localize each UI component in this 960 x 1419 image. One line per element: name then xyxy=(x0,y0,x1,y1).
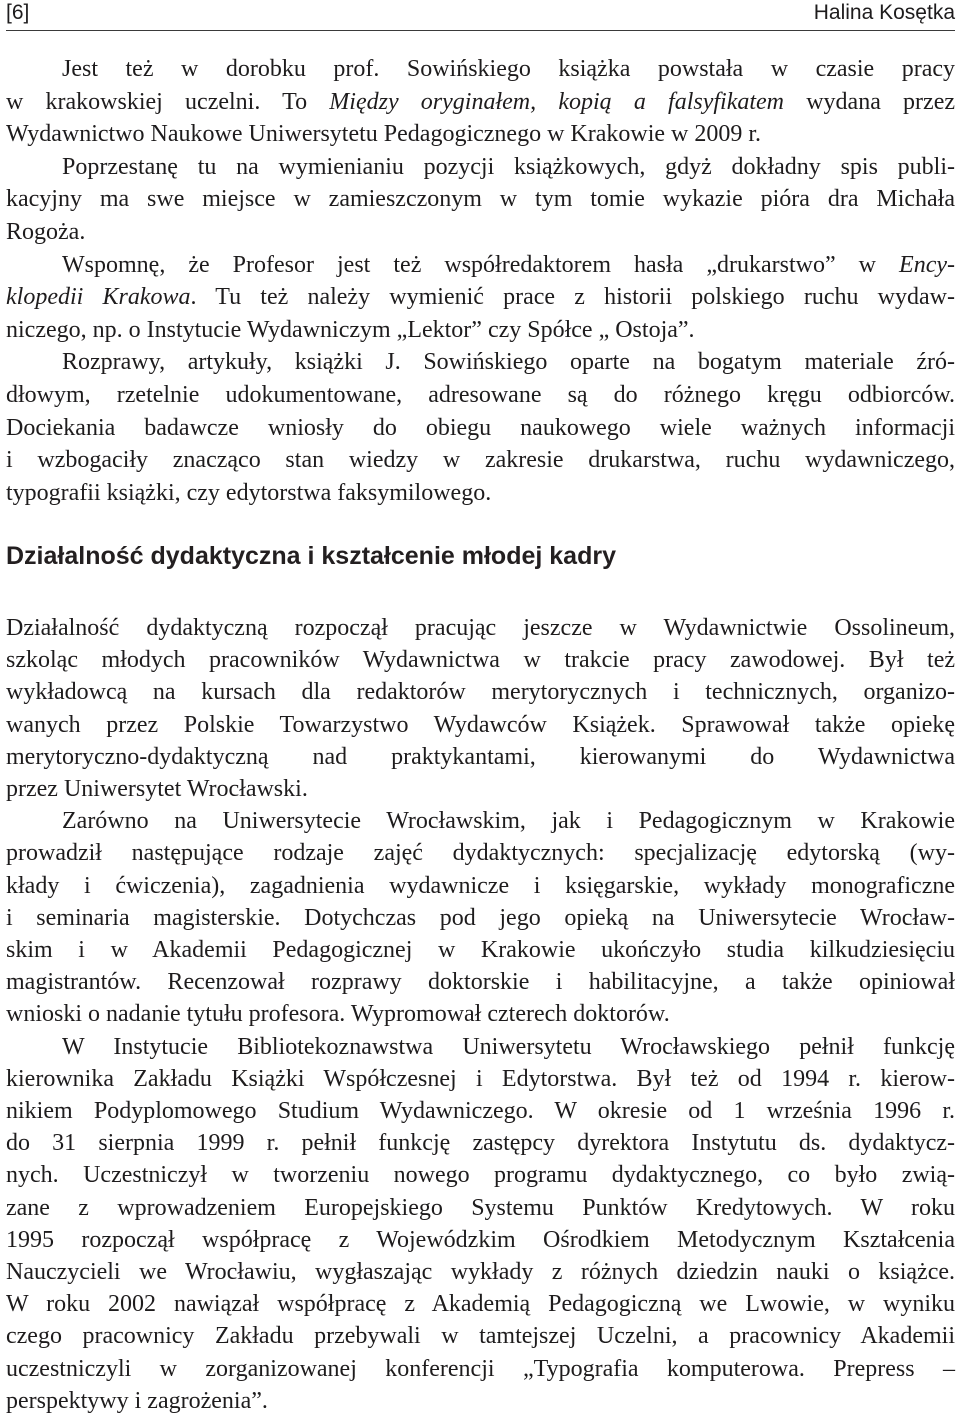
text-line: nikiem Podyplomowego Studium Wydawniczego. W okresie od 1 września 1996 r. xyxy=(6,1098,955,1125)
text-line: Poprzestanę tu na wymienianiu pozycji książkowych, gdyż dokładny spis publi- xyxy=(62,153,955,180)
italic-encyclopedia-title: klopedii Krakowa xyxy=(6,284,191,311)
text-line: Nauczycieli we Wrocławiu, wygłaszając wykłady z różnych dziedzin nauki o książce. xyxy=(6,1259,955,1286)
text-line: kłady i ćwiczenia), zagadnienia wydawnicze i księgarskie, wykłady monograficzne xyxy=(6,872,955,899)
text-line: do 31 sierpnia 1999 r. pełnił funkcję zastępcy dyrektora Instytutu ds. dydaktycz- xyxy=(6,1130,955,1157)
text-segment: . Tu też należy wymienić prace z historii polskiego ruchu wydaw- xyxy=(190,284,955,311)
paragraph xyxy=(6,249,955,347)
text-line: i wzbogaciły znacząco stan wiedzy w zakresie drukarstwa, ruchu wydawniczego, xyxy=(6,447,955,474)
text-line: Jest też w dorobku prof. Sowińskiego książka powstała w czasie pracy xyxy=(62,56,955,82)
text-line: perspektywy i zagrożenia”. xyxy=(6,1387,268,1414)
text-line: Rogoża. xyxy=(6,218,86,245)
running-header xyxy=(6,0,955,31)
text-line: merytoryczno-dydaktyczną nad praktykantami, kierowanymi do Wydawnictwa xyxy=(6,743,955,770)
text-line xyxy=(6,249,955,282)
text-line: typografii książki, czy edytorstwa faksymilowego. xyxy=(6,479,492,506)
text-line: dłowym, rzetelnie udokumentowane, adresowane są do różnego kręgu odbiorców. xyxy=(6,381,955,408)
text-line: kacyjny ma swe miejsce w zamieszczonym w tym tomie wykazie pióra dra Michała xyxy=(6,186,955,213)
text-line: wnioski o nadanie tytułu profesora. Wypromował czterech doktorów. xyxy=(6,1001,670,1028)
text-line: prowadził następujące rodzaje zajęć dydaktycznych: specjalizację edytorską (wy- xyxy=(6,840,955,867)
text-line: W Instytucie Bibliotekoznawstwa Uniwersytetu Wrocławskiego pełnił funkcję xyxy=(62,1033,955,1060)
paragraph xyxy=(6,612,955,805)
author-name: Halina Kosętka xyxy=(813,1,955,24)
section-heading: Działalność dydaktyczna i kształcenie młodej kadry xyxy=(6,542,616,570)
paragraph xyxy=(6,805,955,1030)
text-line: przez Uniwersytet Wrocławski. xyxy=(6,776,308,803)
text-line: 1995 rozpoczął współpracę z Wojewódzkim Ośrodkiem Metodycznym Kształcenia xyxy=(6,1226,955,1253)
text-line: Dociekania badawcze wniosły do obiegu naukowego wiele ważnych informacji xyxy=(6,414,955,441)
section-body-1 xyxy=(6,53,955,509)
text-line: Działalność dydaktyczną rozpoczął pracując jeszcze w Wydawnictwie Ossolineum, xyxy=(6,615,955,641)
italic-encyclopedia-title: Ency- xyxy=(899,251,955,278)
paragraph xyxy=(6,151,955,249)
text-line xyxy=(6,281,955,314)
text-line xyxy=(6,86,955,119)
text-line: magistrantów. Recenzował rozprawy doktorskie i habilitacyjne, a także opiniował xyxy=(6,969,955,996)
paragraph xyxy=(6,1031,955,1417)
text-line: Rozprawy, artykuły, książki J. Sowińskiego oparte na bogatym materiale źró- xyxy=(62,349,955,376)
text-line: Wydawnictwo Naukowe Uniwersytetu Pedagogicznego w Krakowie w 2009 r. xyxy=(6,121,762,148)
text-line: i seminaria magisterskie. Dotychczas pod jego opieką na Uniwersytecie Wrocław- xyxy=(6,904,955,931)
text-line: uczestniczyli w zorganizowanej konferencji „Typografia komputerowa. Prepress – xyxy=(6,1355,955,1382)
text-line: Zarówno na Uniwersytecie Wrocławskim, jak i Pedagogicznym w Krakowie xyxy=(62,808,955,835)
text-line: czego pracownicy Zakładu przebywali w tamtejszej Uczelni, a pracownicy Akademii xyxy=(6,1323,955,1350)
text-line: wanych przez Polskie Towarzystwo Wydawców Książek. Sprawował także opiekę xyxy=(6,711,955,738)
text-line: zane z wprowadzeniem Europejskiego Systemu Punktów Kredytowych. W roku xyxy=(6,1194,955,1221)
paragraph xyxy=(6,53,955,151)
text-line: W roku 2002 nawiązał współpracę z Akademią Pedagogiczną we Lwowie, w wyniku xyxy=(6,1291,955,1318)
text-line: nych. Uczestniczył w tworzeniu nowego programu dydaktycznego, co było zwią- xyxy=(6,1162,955,1189)
text-line: szkoląc młodych pracowników Wydawnictwa w trakcie pracy zawodowej. Był też xyxy=(6,647,955,674)
text-line: skim i w Akademii Pedagogicznej w Krakowie ukończyło studia kilkudziesięciu xyxy=(6,937,955,964)
text-segment: w krakowskiej uczelni. To xyxy=(6,88,330,115)
paragraph xyxy=(6,346,955,509)
text-line: kierownika Zakładu Książki Współczesnej i Edytorstwa. Był też od 1994 r. kierow- xyxy=(6,1065,955,1092)
text-line: wykładowcą na kursach dla redaktorów merytorycznych i technicznych, organizo- xyxy=(6,679,955,706)
text-segment: Wspomnę, że Profesor jest też współredaktorem hasła „drukarstwo” w xyxy=(62,251,900,278)
text-line: niczego, np. o Instytucie Wydawniczym „Lektor” czy Spółce „ Ostoja”. xyxy=(6,316,695,343)
text-segment: wydana przez xyxy=(784,88,956,115)
italic-book-title: Między oryginałem, kopią a falsyfikatem xyxy=(329,88,785,115)
section-body-2 xyxy=(6,612,955,1417)
page-number: [6] xyxy=(6,1,30,24)
